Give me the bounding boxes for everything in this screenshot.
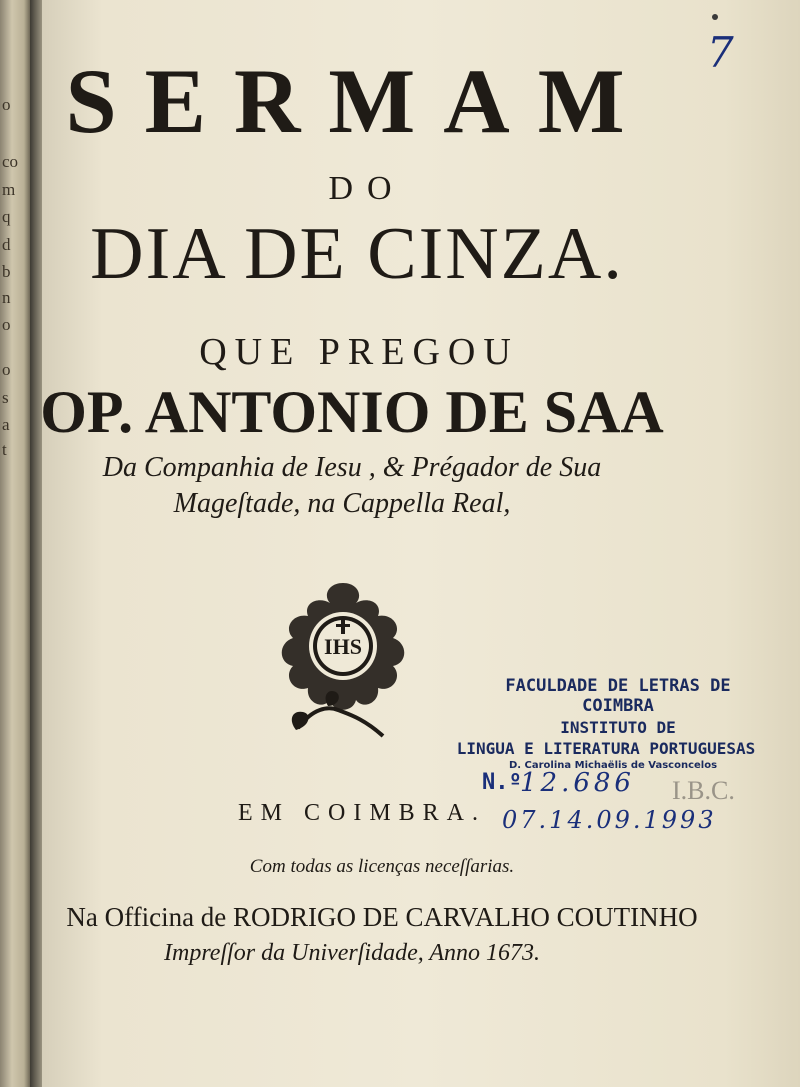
imprint-city: EM COIMBRA. bbox=[237, 800, 487, 826]
ihs-jesuit-rose-emblem-icon bbox=[268, 578, 418, 748]
stamp-number-label: N.º bbox=[482, 770, 522, 795]
imprint-printer-year: Impreſſor da Univerſidade, Anno 1673. bbox=[164, 940, 540, 966]
title-sermam: SERMAM bbox=[65, 50, 653, 152]
left-fragment: b bbox=[2, 262, 11, 281]
stamp-donor: D. Carolina Michaëlis de Vasconcelos bbox=[508, 760, 718, 771]
ink-dot bbox=[712, 14, 718, 20]
author-name: OP. ANTONIO DE SAA bbox=[40, 379, 664, 445]
title-que-pregou: QUE PREGOU bbox=[199, 331, 519, 373]
left-fragment: t bbox=[2, 440, 7, 459]
imprint-licences: Com todas as licenças neceſſarias. bbox=[249, 856, 515, 877]
imprint-printer: Na Officina de RODRIGO DE CARVALHO COUTINHO bbox=[66, 902, 698, 932]
svg-text:IHS: IHS bbox=[324, 634, 362, 659]
handwritten-registration-number: 12.686 bbox=[520, 768, 635, 798]
left-fragment: o bbox=[2, 360, 11, 379]
author-affiliation-line2: Mageſtade, na Cappella Real, bbox=[173, 488, 511, 519]
left-fragment: o bbox=[2, 315, 11, 334]
stamp-faculty: FACULDADE DE LETRAS DE COIMBRA bbox=[505, 676, 731, 716]
author-affiliation-line1: Da Companhia de Iesu , & Prégador de Sua bbox=[102, 452, 602, 483]
title-page bbox=[42, 0, 800, 1087]
left-fragment: co bbox=[2, 152, 19, 171]
left-fragment: o bbox=[2, 95, 11, 114]
title-do: DO bbox=[328, 170, 406, 207]
handwritten-corner-mark: 7 bbox=[707, 28, 734, 77]
pencil-shelfmark: I.B.C. bbox=[672, 776, 735, 805]
left-fragment: n bbox=[2, 288, 11, 307]
left-fragment: a bbox=[2, 415, 10, 434]
left-page-edge bbox=[0, 0, 30, 1087]
left-fragment: s bbox=[2, 388, 9, 407]
handwritten-date: 07.14.09.1993 bbox=[502, 806, 717, 834]
left-fragment: q bbox=[2, 207, 11, 226]
left-fragment: m bbox=[2, 180, 16, 199]
library-stamp bbox=[456, 676, 768, 771]
stamp-institute: INSTITUTO DE bbox=[560, 718, 676, 737]
stamp-department: LINGUA E LITERATURA PORTUGUESAS bbox=[456, 739, 756, 758]
title-dia-de-cinza: DIA DE CINZA. bbox=[90, 213, 624, 295]
left-fragment: d bbox=[2, 235, 11, 254]
